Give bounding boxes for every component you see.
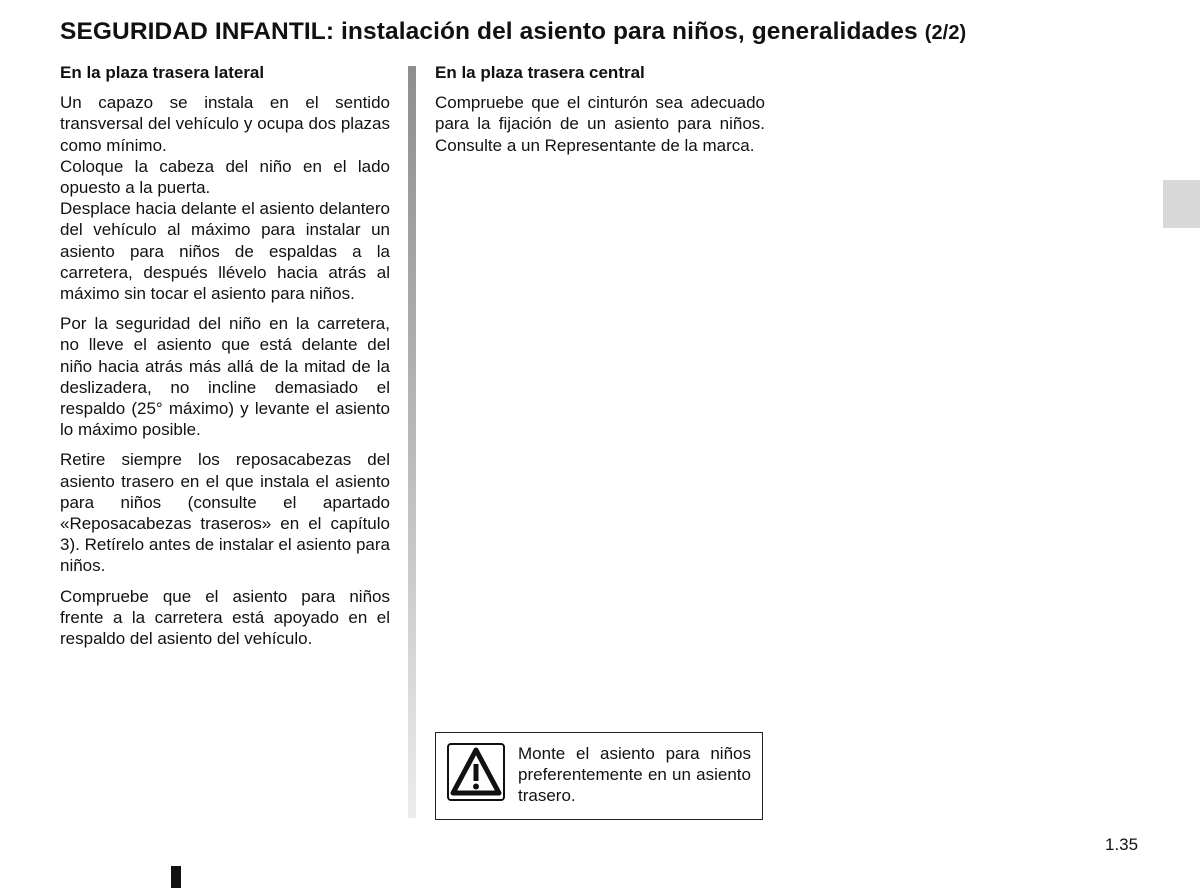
right-paragraph-1: Compruebe que el cinturón sea adecuado para la fijación de un asiento para niños. Consulte a un Representante de la marca. [435,93,765,155]
right-column [435,62,765,165]
title-page-indicator: (2/2) [924,22,967,44]
warning-box [435,732,763,820]
chapter-tab-marker [1163,180,1200,228]
left-paragraph-1-line-3: Desplace hacia delante el asiento delantero del vehículo al máximo para instalar un asiento para niños de espaldas a la carretera, después llévelo hacia atrás al máximo sin tocar el asiento para niños. [60,199,390,304]
right-column-heading: En la plaza trasera central [435,63,645,82]
warning-text: Monte el asiento para niños preferentemente en un asiento trasero. [518,744,751,806]
page-edge-marker [171,866,181,888]
warning-triangle-icon [447,743,505,801]
left-paragraph-2: Por la seguridad del niño en la carretera, no lleve el asiento que está delante del niño hacia atrás más allá de la mitad de la deslizadera, no incline demasiado el respaldo (25° máximo) y levante el asiento lo máximo posible. [60,314,390,440]
left-column [60,62,390,658]
left-paragraph-3: Retire siempre los reposacabezas del asiento trasero en el que instala el asiento para niños (consulte el apartado «Reposacabezas traseros» en el capítulo 3). Retírelo antes de instalar el asiento para niños. [60,450,390,576]
left-paragraph-1-line-1: Un capazo se instala en el sentido transversal del vehículo y ocupa dos plazas como mínimo. [60,93,390,155]
left-paragraph-1-line-2: Coloque la cabeza del niño en el lado opuesto a la puerta. [60,156,390,198]
left-column-heading: En la plaza trasera lateral [60,63,265,82]
left-paragraph-4: Compruebe que el asiento para niños frente a la carretera está apoyado en el respaldo del asiento del vehículo. [60,586,390,649]
title-main: SEGURIDAD INFANTIL: instalación del asiento para niños, generalidades [60,18,918,45]
page-number: 1.35 [1105,835,1139,854]
page-title [60,18,966,46]
column-divider [408,66,416,818]
